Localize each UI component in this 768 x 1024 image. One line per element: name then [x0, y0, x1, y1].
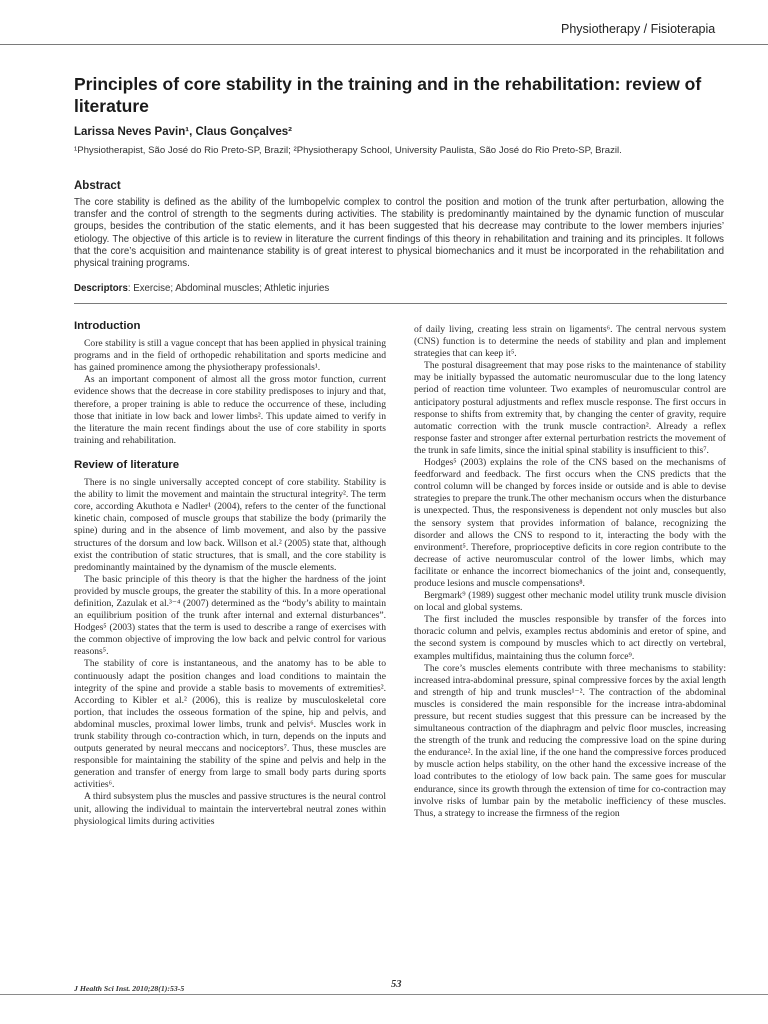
review-heading: Review of literature	[74, 458, 180, 471]
article-title: Principles of core stability in the training and in the rehabilitation: review of literature	[74, 74, 702, 116]
review-paragraph-1: There is no single universally accepted concept of core stability. Stability is the ability to limit the movement and maintain the structural integrity². The term core, according Akuthota e Nadler¹ (2004), refers to the center of the functional kinetic chain, composed of muscle groups that stabilize the body (primarily the spine) during and in the absence of limb movement, and also by the passive structures of the dorsum and low back. Willson et al.² (2005) state that, although exist the contribution of static structures, that is small, and the core stability is predominantly maintained by the dynamism of the muscle elements.	[74, 477, 386, 573]
footer-rule	[0, 994, 768, 995]
right-paragraph-6: The core’s muscles elements contribute with three mechanisms to stability: increased intra-abdominal pressure, spinal compressive forces by the axial length and strength of hip and trunk muscles¹⁻². The contraction of the abdominal muscles is considered the main responsible for the increase intra-abdominal pressure, but recent studies suggest that this pressure can be increased by the simultaneous contraction of the diaphragm and pelvic floor muscles, increasing the strength of the trunk and reducing the compressive load on the spine during the endurance². In the axial line, if the one hand the compressive forces produced by muscle action helps stability, on the other hand the excessive increase of the load contributes to the etiology of low back pain. The same goes for muscular endurance, since its growth through the extension of time for co-contraction may involve risks of lumbar pain by the metabolic inefficiency of these muscles. Thus, a strategy to increase the firmness of the region	[414, 662, 726, 819]
right-column	[414, 324, 726, 820]
intro-paragraph-1: Core stability is still a vague concept that has been applied in physical training programs and in the field of orthopedic rehabilitation and sports medicine and has gained prominence among the physiotherapy professionals¹.	[74, 338, 386, 374]
abstract-rule	[74, 303, 727, 304]
header-rule	[0, 44, 768, 45]
section-label: Physiotherapy / Fisioterapia	[561, 22, 716, 36]
footer-page-number: 53	[391, 979, 402, 990]
article-affiliations: ¹Physiotherapist, São José do Rio Preto-SP, Brazil; ²Physiotherapy School, University Paulista, São José do Rio Preto-SP, Brazil.	[74, 145, 622, 156]
right-paragraph-1: of daily living, creating less strain on ligaments⁶. The central nervous system (CNS) function is to determine the needs of stability and plan and implement strategies that can keep it⁵.	[414, 324, 726, 360]
left-column	[74, 320, 386, 828]
right-paragraph-5: The first included the muscles responsible by transfer of the forces into thoracic column and pelvis, examples rectus abdominis and eretor of spine, and the second system is compound by muscles which to act directly on vertebral, examples multifidus, maintaining thus the column force⁹.	[414, 614, 726, 662]
introduction-heading: Introduction	[74, 320, 141, 332]
right-paragraph-4: Bergmark⁹ (1989) suggest other mechanic model utility trunk muscle division on local and global systems.	[414, 590, 726, 614]
descriptors-label: Descriptors	[74, 283, 128, 294]
right-paragraph-3: Hodges⁵ (2003) explains the role of the CNS based on the mechanisms of feedforward and feedback. The first occurs when the CNS predicts that the control column will be changed by forces inside or outside and is able to devise strategies to prepare the trunk.The other mechanism occurs when the disturbance is unexpected. Thus, the responsiveness is dependent not only muscles but also the sensory system that provides information of balance, recognizing the disorder and allows the CNS to respond to it, interacting the body with the environment⁵. Therefore, proprioceptive deficits in core region contribute to the decrease of active neuromuscular control of the lower limbs, which may facilitate or enhance the incorrect biomechanics of the joint and, consequently, produce lesions and muscle compensations⁸.	[414, 457, 726, 589]
abstract-heading: Abstract	[74, 180, 121, 192]
footer-journal-citation: J Health Sci Inst. 2010;28(1):53-5	[74, 984, 185, 993]
intro-paragraph-2: As an important component of almost all the gross motor function, current evidence shows that the decrease in core stability predisposes to injury and that, therefore, a proper training is able to reduce the occurrence of these, including those that initiate in low back and lower limbs². This update aimed to verify in the literature the main recent findings about the use of core stability in sports training and rehabilitation.	[74, 374, 386, 446]
section-gap	[74, 447, 386, 459]
descriptors-line	[74, 283, 329, 294]
article-authors: Larissa Neves Pavin¹, Claus Gonçalves²	[74, 126, 292, 138]
review-paragraph-2: The basic principle of this theory is that the higher the hardness of the joint provided by muscle groups, the greater the stability of this. In a more operational definition, Zazulak et al.³⁻⁴ (2007) determined as the “body’s ability to maintain an equilibrium position of the trunk after internal and external disturbances”. Hodges⁵ (2003) states that the term is used to describe a range of exercises with the common objective of improving the low back and pelvic control for various reasons⁵.	[74, 573, 386, 658]
descriptors-values: : Exercise; Abdominal muscles; Athletic injuries	[127, 283, 330, 294]
right-paragraph-2: The postural disagreement that may pose risks to the maintenance of stability may be initially bypassed the automatic neuromuscular due to the long latency period of reaction time volunteer. Two examples of neuromuscular control are anticipatory postural adjustments and reflex muscle response. The first occurs in response to shifts from extremity that, by changing the center of gravity, require automatic correction with the trunk muscle contraction². Already a reflex response faster and stronger after external perturbation restricts the movement of the trunk in safe limits, since the initial spinal stability is insufficient to this⁷.	[414, 360, 726, 456]
abstract-text: The core stability is defined as the ability of the lumbopelvic complex to control the position and motion of the trunk after perturbation, allowing the transfer and the control of strength to the segments during activities. The stability is predominantly maintained by the dynamic function of muscular groups, besides the contribution of the static elements, and it has been suggested that his decrease may contribute to the lower members injuries’ etiology. The objective of this article is to review in literature the current findings of this theory in rehabilitation and training and its principles. It follows that the core’s acquisition and maintenance stability is of great interest to physical biomechanics and it must be incorporated in the rehabilitation and physical training programs.	[74, 197, 724, 270]
review-paragraph-3: The stability of core is instantaneous, and the anatomy has to be able to continuously adapt the position changes and load conditions to maintain the integrity of the spine and provide a stable basis to movements of extremities². According to Kibler et al.² (2006), this is realize by musculoskeletal core portion, that includes the osseous formation of the spine, hip and pelvis, and abdominal muscles, proximal lower limbs, trunk and pelvis⁶. Muscles work in trunk stability through co-contraction which, in turn, depends on the inputs and outputs generated by neural meccans and nociceptors⁷. Thus, these muscles are responsible for maintaining the stability of the spine and pelvis and help in the generation and transfer of energy from large to small body parts during sports activities⁶.	[74, 658, 386, 791]
review-paragraph-4: A third subsystem plus the muscles and passive structures is the neural control unit, allowing the individual to maintain the intervertebral neutral zones within physiological limits during activities	[74, 791, 386, 827]
